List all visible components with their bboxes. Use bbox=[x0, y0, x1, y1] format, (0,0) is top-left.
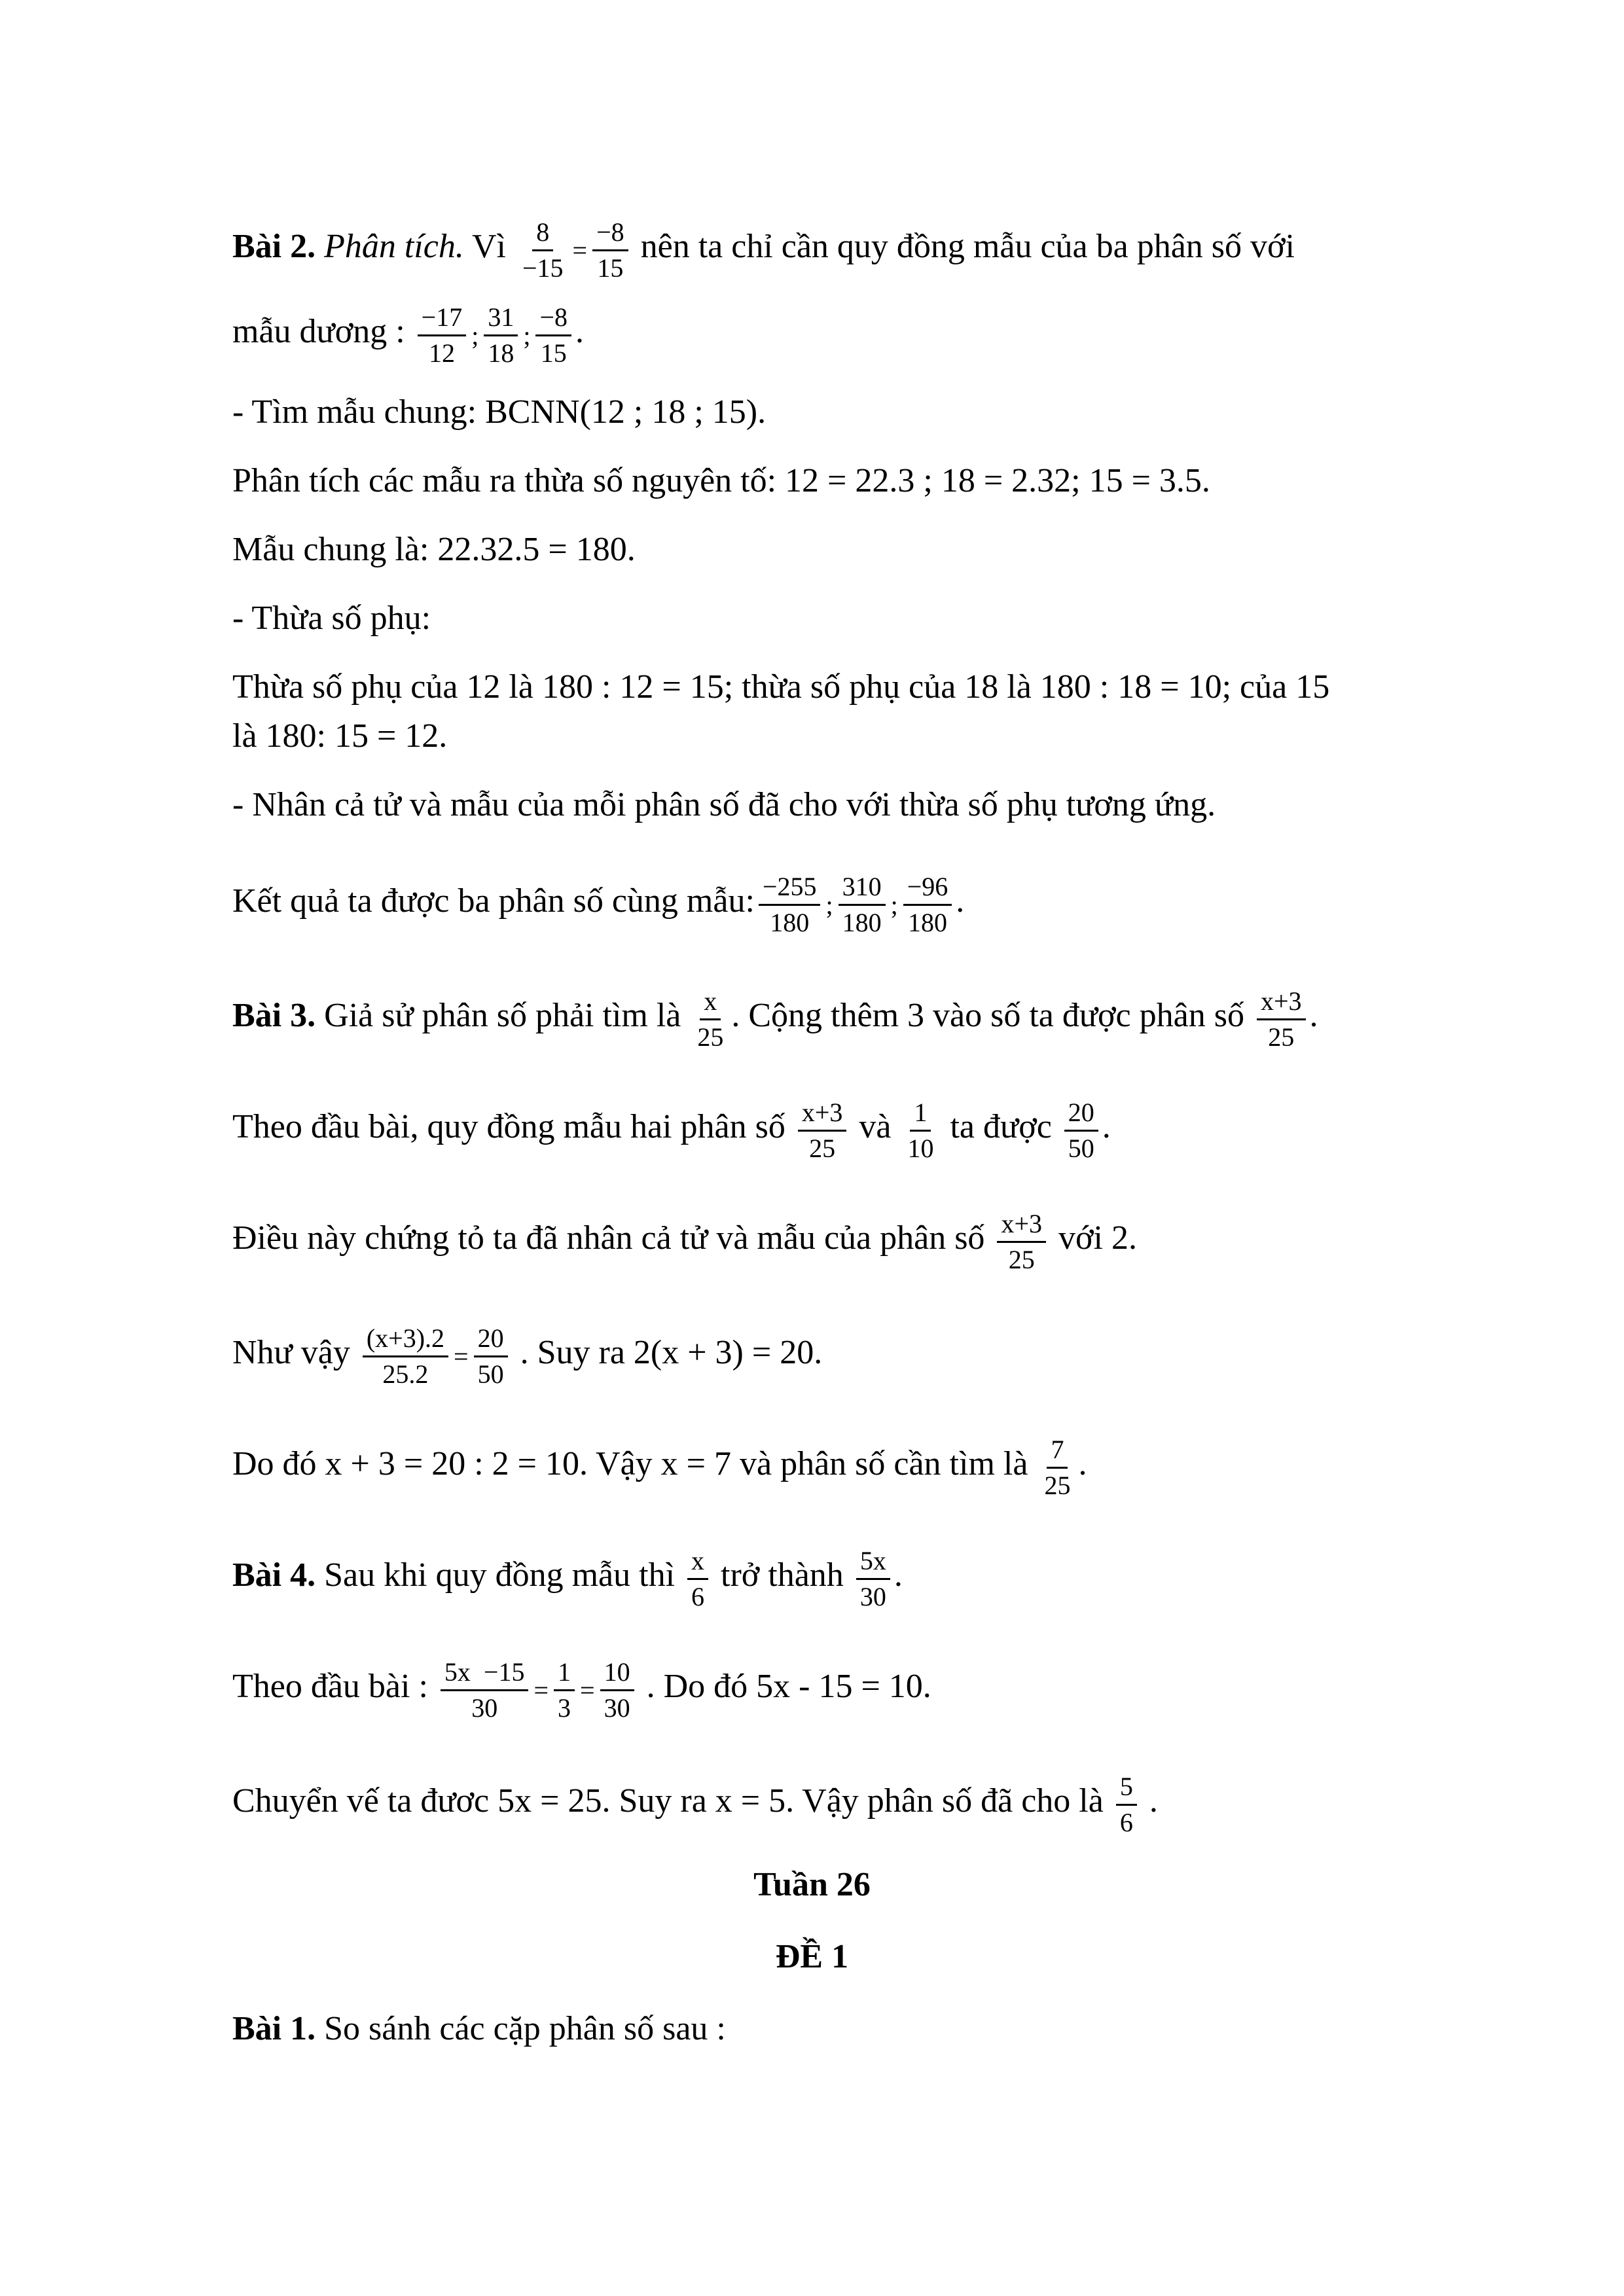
bai4-text-1b: trở thành bbox=[712, 1556, 852, 1594]
fraction-20-50 bbox=[1064, 1097, 1098, 1164]
fraction-numerator: 5x bbox=[856, 1545, 890, 1580]
bai3-text-2b: và bbox=[850, 1107, 900, 1145]
fraction-numerator: 5x −15 bbox=[441, 1657, 529, 1691]
fraction-8-neg15 bbox=[518, 217, 568, 284]
fraction-denominator: 30 bbox=[604, 1693, 630, 1723]
bai2-heading: Bài 2. bbox=[232, 227, 316, 265]
fraction-denominator: 15 bbox=[540, 338, 567, 368]
bai4-text-3b: . bbox=[1140, 1782, 1158, 1820]
bai4-line-3 bbox=[232, 1767, 1476, 1835]
fraction-x-6 bbox=[687, 1545, 708, 1613]
fraction-denominator: 25 bbox=[809, 1134, 836, 1163]
period: . bbox=[1309, 996, 1318, 1034]
semicolon: ; bbox=[890, 889, 898, 920]
fraction-7-25 bbox=[1040, 1434, 1074, 1501]
fraction-numerator: 20 bbox=[474, 1323, 508, 1357]
fraction-x3-25-b bbox=[798, 1097, 847, 1164]
fraction-denominator: 30 bbox=[859, 1582, 886, 1611]
bai4-text-2b: . Do đó 5x - 15 = 10. bbox=[638, 1667, 931, 1705]
equals-sign: = bbox=[533, 1675, 549, 1705]
bai2-line-1 bbox=[232, 213, 1476, 283]
bai4-line-2 bbox=[232, 1653, 1476, 1723]
bai3-text-1b: . Cộng thêm 3 vào số ta được phân số bbox=[731, 996, 1253, 1034]
fraction-denominator: 180 bbox=[770, 908, 810, 937]
fraction-numerator: x+3 bbox=[798, 1097, 847, 1132]
fraction-numerator: x+3 bbox=[1257, 986, 1306, 1020]
bai3-text-5a: Do đó x + 3 = 20 : 2 = 10. Vậy x = 7 và phân số cần tìm là bbox=[232, 1444, 1037, 1482]
fraction-numerator: x bbox=[687, 1545, 708, 1580]
fraction-numerator: −255 bbox=[759, 871, 821, 906]
bai1-line bbox=[232, 2006, 1476, 2052]
fraction-31-18 bbox=[484, 302, 518, 369]
bai2-text-1: nên ta chỉ cần quy đồng mẫu của ba phân số với bbox=[632, 227, 1295, 265]
fraction-denominator: 180 bbox=[908, 908, 947, 937]
fraction-neg8-15-b bbox=[535, 302, 571, 369]
fraction-denominator: 25 bbox=[1044, 1471, 1071, 1500]
week-heading: Tuần 26 bbox=[753, 1866, 871, 1903]
bai3-line-2 bbox=[232, 1093, 1476, 1163]
fraction-denominator: 25 bbox=[1008, 1245, 1035, 1274]
bai2-line-7: Thừa số phụ của 12 là 180 : 12 = 15; thừa số phụ của 18 là 180 : 18 = 10; của 15 bbox=[232, 668, 1330, 706]
bai2-italic-label: Phân tích. bbox=[324, 227, 464, 265]
fraction-numerator: x bbox=[700, 986, 721, 1020]
fraction-numerator: 8 bbox=[532, 217, 553, 251]
fraction-5x-30 bbox=[856, 1545, 890, 1613]
fraction-numerator: x+3 bbox=[997, 1208, 1046, 1243]
bai4-heading: Bài 4. bbox=[232, 1556, 316, 1594]
fraction-denominator: 10 bbox=[907, 1134, 934, 1163]
fraction-neg255-180 bbox=[759, 871, 821, 939]
fraction-denominator: 50 bbox=[1068, 1134, 1094, 1163]
bai3-line-5 bbox=[232, 1430, 1476, 1498]
bai2-line-2 bbox=[232, 298, 1476, 368]
fraction-numerator: 20 bbox=[1064, 1097, 1098, 1132]
fraction-denominator: −15 bbox=[522, 253, 564, 283]
fraction-x3-25 bbox=[1257, 986, 1306, 1053]
bai4-text-3a: Chuyển vế ta đươc 5x = 25. Suy ra x = 5. Vậy phân số đã cho là bbox=[232, 1782, 1112, 1820]
fraction-x-25 bbox=[693, 986, 727, 1053]
fraction-numerator: −17 bbox=[418, 302, 467, 336]
fraction-neg17-12 bbox=[418, 302, 467, 369]
bai2-line2-text: mẫu dương : bbox=[232, 312, 414, 350]
fraction-denominator: 3 bbox=[558, 1693, 571, 1723]
fraction-1-10 bbox=[903, 1097, 937, 1164]
equals-sign: = bbox=[580, 1675, 595, 1705]
fraction-310-180 bbox=[839, 871, 886, 939]
semicolon: ; bbox=[825, 889, 833, 920]
period: . bbox=[575, 312, 585, 350]
fraction-denominator: 30 bbox=[471, 1693, 498, 1723]
bai3-text-3b: với 2. bbox=[1050, 1219, 1137, 1257]
fraction-neg8-15 bbox=[592, 217, 628, 284]
fraction-10-30 bbox=[600, 1657, 634, 1724]
fraction-denominator: 18 bbox=[488, 338, 514, 368]
bai3-text-2c: ta được bbox=[941, 1107, 1060, 1145]
bai2-line-6: - Thừa số phụ: bbox=[232, 600, 431, 637]
fraction-x3-25-c bbox=[997, 1208, 1046, 1276]
fraction-numerator: 7 bbox=[1047, 1434, 1068, 1469]
equals-sign: = bbox=[572, 235, 588, 265]
bai3-line-1 bbox=[232, 982, 1476, 1052]
period: . bbox=[893, 1556, 903, 1594]
fraction-20-50-b bbox=[474, 1323, 508, 1390]
bai3-text-1a: Giả sử phân số phải tìm là bbox=[316, 996, 690, 1034]
fraction-5x-15-30 bbox=[441, 1657, 529, 1724]
bai3-line-4 bbox=[232, 1319, 1476, 1389]
bai3-line-3 bbox=[232, 1204, 1476, 1272]
bai4-line-1 bbox=[232, 1541, 1476, 1609]
fraction-denominator: 25 bbox=[697, 1022, 724, 1052]
bai2-line-4: Phân tích các mẫu ra thừa số nguyên tố: 12 = 22.3 ; 18 = 2.32; 15 = 3.5. bbox=[232, 462, 1210, 499]
fraction-numerator: −8 bbox=[535, 302, 571, 336]
fraction-denominator: 50 bbox=[477, 1359, 504, 1389]
bai2-line-3: - Tìm mẫu chung: BCNN(12 ; 18 ; 15). bbox=[232, 393, 767, 431]
fraction-denominator: 25 bbox=[1268, 1022, 1295, 1052]
semicolon: ; bbox=[471, 320, 479, 350]
fraction-numerator: (x+3).2 bbox=[363, 1323, 448, 1357]
bai3-heading: Bài 3. bbox=[232, 996, 316, 1034]
fraction-numerator: 1 bbox=[910, 1097, 931, 1132]
period: . bbox=[956, 882, 965, 920]
bai2-line-9: - Nhân cả tử và mẫu của mỗi phân số đã cho với thừa số phụ tương ứng. bbox=[232, 786, 1216, 823]
bai1-text: So sánh các cặp phân số sau : bbox=[316, 2010, 726, 2047]
bai2-vi: Vì bbox=[463, 227, 514, 265]
fraction-denominator: 25.2 bbox=[382, 1359, 429, 1389]
bai3-text-4b: . Suy ra 2(x + 3) = 20. bbox=[511, 1333, 823, 1371]
fraction-denominator: 6 bbox=[1119, 1808, 1133, 1837]
fraction-numerator: 10 bbox=[600, 1657, 634, 1691]
fraction-numerator: 1 bbox=[554, 1657, 575, 1691]
fraction-denominator: 12 bbox=[428, 338, 455, 368]
fraction-numerator: 31 bbox=[484, 302, 518, 336]
fraction-denominator: 180 bbox=[842, 908, 882, 937]
period: . bbox=[1102, 1107, 1111, 1145]
fraction-numerator: 5 bbox=[1116, 1771, 1137, 1806]
bai4-text-1a: Sau khi quy đồng mẫu thì bbox=[316, 1556, 684, 1594]
bai4-text-2a: Theo đầu bài : bbox=[232, 1667, 437, 1705]
bai2-line-5: Mẫu chung là: 22.32.5 = 180. bbox=[232, 531, 636, 568]
equals-sign: = bbox=[454, 1341, 469, 1371]
bai1-heading: Bài 1. bbox=[232, 2010, 316, 2047]
period: . bbox=[1078, 1444, 1087, 1482]
fraction-numerator: −8 bbox=[592, 217, 628, 251]
bai2-line-10 bbox=[232, 867, 1476, 935]
fraction-numerator: −96 bbox=[903, 871, 952, 906]
fraction-denominator: 6 bbox=[691, 1582, 705, 1611]
fraction-1-3 bbox=[554, 1657, 575, 1724]
fraction-5-6 bbox=[1116, 1771, 1137, 1839]
fraction-neg96-180 bbox=[903, 871, 952, 939]
bai3-text-2a: Theo đầu bài, quy đồng mẫu hai phân số bbox=[232, 1107, 794, 1145]
bai3-text-4a: Như vậy bbox=[232, 1333, 359, 1371]
exam-heading: ĐỀ 1 bbox=[775, 1938, 849, 1975]
fraction-denominator: 15 bbox=[597, 253, 624, 283]
semicolon: ; bbox=[523, 320, 531, 350]
fraction-numerator: 310 bbox=[839, 871, 886, 906]
fraction-x3x2-25x2 bbox=[363, 1323, 448, 1390]
bai2-line-8: là 180: 15 = 12. bbox=[232, 717, 448, 755]
bai2-line10-text: Kết quả ta được ba phân số cùng mẫu: bbox=[232, 882, 755, 920]
bai3-text-3a: Điều này chứng tỏ ta đã nhân cả tử và mẫu của phân số bbox=[232, 1219, 994, 1257]
